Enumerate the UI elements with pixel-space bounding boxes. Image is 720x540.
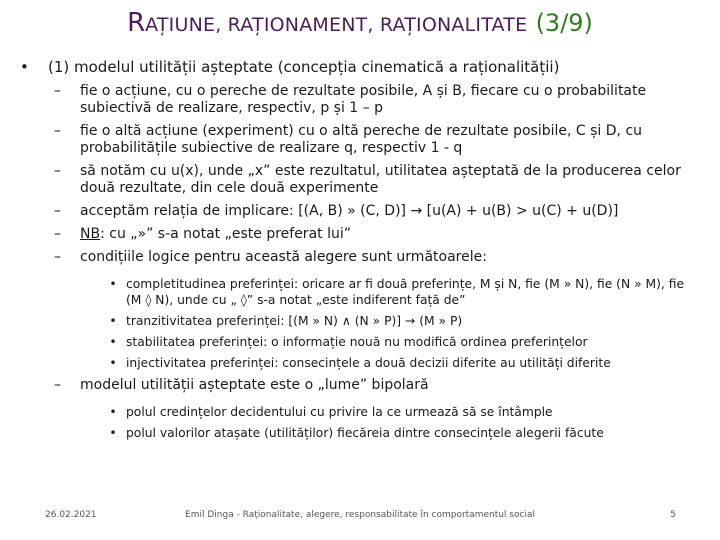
main-bullet-item [18, 58, 700, 76]
slide-title [0, 8, 720, 38]
nb-text [80, 226, 700, 243]
condition-text: stabilitatea preferinței: o informație nouă nu modifică ordinea preferințelor [126, 335, 588, 349]
bullet-icon: • [20, 58, 29, 76]
bullet-icon: • [109, 356, 117, 370]
list-item-text: fie o acțiune, cu o pereche de rezultate posibile, A și B, fiecare cu o probabilitate subiectivă de realizare, respectiv, p și 1 – p [80, 83, 647, 116]
dash-icon: – [54, 377, 61, 393]
bullet-icon: • [109, 405, 117, 419]
pole-item [100, 404, 700, 420]
footer-date: 26.02.2021 [45, 510, 97, 520]
bipolar-item [54, 377, 700, 394]
title-counter: (3/9) [535, 9, 593, 37]
condition-text: injectivitatea preferinței: consecințele a două decizii diferite au utilități diferite [126, 356, 611, 370]
conditions-label: condițiile logice pentru această alegere sunt următoarele: [80, 249, 487, 265]
condition-text: completitudinea preferinței: oricare ar fi două preferințe, M și N, fie (M » N), fie (N » M), fie (M ◊ N), unde cu „ ◊” s-a notat „este indiferent față de” [126, 277, 685, 307]
pole-text: polul valorilor atașate (utilităților) fiecăreia dintre consecințele alegerii făcute [126, 426, 604, 440]
title-initial: R [127, 8, 146, 38]
condition-text: tranzitivitatea preferinței: [(M » N) ∧ (N » P)] → (M » P) [126, 314, 463, 328]
dash-icon: – [54, 249, 61, 265]
condition-item [100, 355, 700, 371]
dash-icon: – [54, 226, 61, 242]
dash-icon: – [54, 163, 61, 179]
list-item [54, 83, 700, 117]
condition-item [100, 276, 700, 308]
list-item [54, 203, 700, 220]
page-number: 5 [670, 510, 676, 520]
pole-item [100, 425, 700, 441]
condition-item [100, 334, 700, 350]
list-item-text: fie o altă acțiune (experiment) cu o altă pereche de rezultate posibile, C și D, cu probabilitățile subiective de realizare q, respectiv 1 - q [80, 123, 643, 156]
list-item-text: să notăm cu u(x), unde „x” este rezultatul, utilitatea așteptată de la producerea celor două rezultate, din cele două experimente [80, 163, 681, 196]
bullet-icon: • [109, 277, 117, 291]
bullet-icon: • [109, 314, 117, 328]
slide-content [18, 58, 700, 446]
dash-icon: – [54, 123, 61, 139]
title-main: AȚIUNE, RAȚIONAMENT, RAȚIONALITATE [145, 14, 528, 36]
list-item-text: acceptăm relația de implicare: [(A, B) » (C, D)] → [u(A) + u(B) > u(C) + u(D)] [80, 203, 619, 219]
footer-author: Emil Dinga - Raționalitate, alegere, responsabilitate în comportamentul social [185, 510, 535, 520]
condition-item [100, 313, 700, 329]
list-item [54, 123, 700, 157]
bullet-icon: • [109, 335, 117, 349]
conditions-item [54, 249, 700, 266]
main-bullet-text: (1) modelul utilității așteptate (concepția cinematică a raționalității) [48, 58, 560, 76]
bipolar-text: modelul utilității așteptate este o „lume” bipolară [80, 377, 429, 393]
dash-icon: – [54, 203, 61, 219]
nb-label: NB [80, 226, 101, 242]
pole-text: polul credințelor decidentului cu privire la ce urmează să se întâmple [126, 405, 553, 419]
dash-icon: – [54, 83, 61, 99]
nb-item [54, 226, 700, 243]
nb-definition: : cu „»” s-a notat „este preferat lui” [100, 226, 351, 242]
bullet-icon: • [109, 426, 117, 440]
list-item [54, 163, 700, 197]
